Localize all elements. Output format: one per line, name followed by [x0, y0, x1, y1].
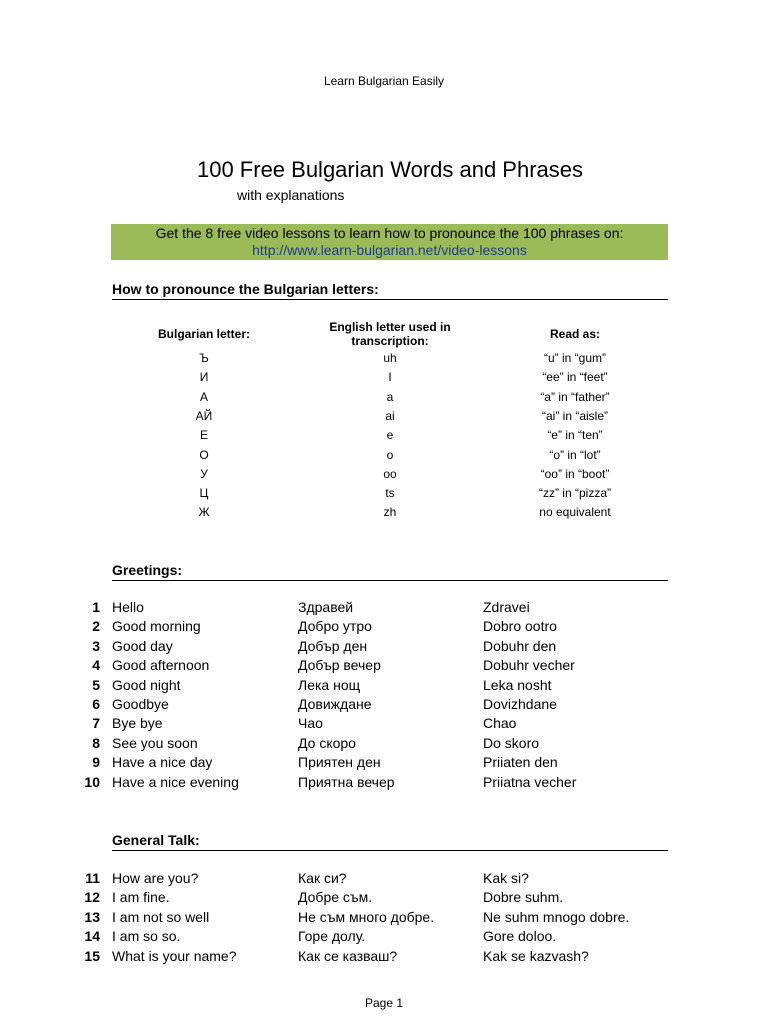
video-lessons-link[interactable]: http://www.learn-bulgarian.net/video-lessons	[252, 242, 527, 258]
transcription: Dobuhr vecher	[483, 657, 575, 674]
table-row	[0, 774, 768, 793]
bulgarian-phrase: Добър ден	[298, 637, 368, 654]
bulgarian-phrase: Приятен ден	[298, 754, 381, 771]
column-header-read-as: Read as:	[549, 327, 601, 341]
english-letter: ts	[385, 486, 395, 501]
english-phrase: Good day	[112, 637, 173, 654]
read-as: “ai” in “aisle”	[541, 408, 608, 423]
phrase-number: 4	[92, 657, 100, 674]
bulgarian-phrase: Здравей	[298, 599, 354, 615]
read-as: “oo” in “boot”	[540, 466, 610, 481]
table-row	[0, 599, 768, 618]
bulgarian-phrase: Добър вечер	[298, 657, 381, 674]
table-row	[0, 948, 768, 967]
transcription: Dobuhr den	[483, 637, 557, 654]
phrase-number: 7	[92, 715, 100, 732]
column-header-bulgarian-letter: Bulgarian letter:	[157, 327, 250, 341]
phrase-number: 9	[92, 754, 100, 771]
english-letter: ai	[385, 408, 395, 423]
transcription: Kak si?	[483, 870, 529, 886]
read-as: “o” in “lot”	[549, 447, 601, 462]
transcription: Dobre suhm.	[483, 889, 564, 906]
table-row	[0, 696, 768, 715]
english-phrase: What is your name?	[112, 947, 237, 964]
read-as: “ee” in “feet”	[542, 370, 608, 385]
bulgarian-letter: Ц	[199, 486, 209, 501]
phrase-number: 12	[84, 889, 100, 906]
bulgarian-letter: А	[199, 389, 208, 404]
table-row	[0, 448, 768, 467]
table-row	[0, 657, 768, 676]
english-phrase: Bye bye	[112, 715, 163, 732]
page-title: 100 Free Bulgarian Words and Phrases	[196, 157, 584, 182]
table-row	[0, 351, 768, 370]
bulgarian-phrase: Добро утро	[298, 618, 372, 635]
bulgarian-phrase: До скоро	[298, 734, 356, 751]
bulgarian-letter: Е	[199, 428, 208, 443]
english-letter: e	[386, 428, 394, 443]
phrase-number: 8	[92, 734, 100, 751]
table-row	[0, 390, 768, 409]
read-as: no equivalent	[539, 505, 611, 520]
phrase-number: 13	[84, 908, 100, 925]
table-row	[0, 370, 768, 389]
english-phrase: I am not so well	[112, 908, 210, 925]
column-header-english-letter: English letter used in transcription:	[329, 320, 451, 348]
greetings-heading: Greetings:	[112, 562, 668, 581]
phrase-number: 11	[85, 870, 100, 886]
english-phrase: Good night	[112, 676, 181, 693]
english-phrase: See you soon	[112, 734, 198, 751]
table-row	[0, 486, 768, 505]
transcription: Do skoro	[483, 734, 540, 751]
bulgarian-phrase: Как се казваш?	[298, 947, 398, 964]
table-row	[0, 928, 768, 947]
bulgarian-phrase: Не съм много добре.	[298, 908, 435, 925]
read-as: “e” in “ten”	[547, 428, 603, 443]
transcription: Ne suhm mnogo dobre.	[483, 908, 630, 925]
read-as: “u” in “gum”	[543, 351, 606, 365]
bulgarian-letter: О	[199, 447, 209, 462]
bulgarian-phrase: Горе долу.	[298, 928, 366, 945]
english-phrase: Have a nice day	[112, 754, 213, 771]
table-row	[0, 870, 768, 889]
english-phrase: Good morning	[112, 618, 201, 635]
table-row	[0, 409, 768, 428]
table-row	[0, 909, 768, 928]
phrase-number: 6	[92, 696, 100, 712]
bulgarian-phrase: Чао	[298, 715, 323, 732]
transcription: Zdravei	[483, 599, 530, 615]
bulgarian-phrase: Приятна вечер	[298, 773, 395, 790]
transcription: Dobro ootro	[483, 618, 557, 635]
table-row	[0, 677, 768, 696]
table-row	[0, 715, 768, 734]
page-subtitle: with explanations	[237, 187, 345, 203]
bulgarian-letter: Ж	[198, 505, 210, 520]
english-phrase: Have a nice evening	[112, 773, 239, 790]
table-row	[0, 638, 768, 657]
phrase-number: 3	[92, 637, 100, 654]
table-row	[0, 735, 768, 754]
banner-text: Get the 8 free video lessons to learn how to pronounce the 100 phrases on:	[155, 225, 624, 241]
bulgarian-phrase: Добре съм.	[298, 889, 373, 906]
bulgarian-letter: Ъ	[199, 351, 209, 365]
transcription: Gore doloo.	[483, 928, 557, 945]
table-row	[0, 505, 768, 524]
read-as: “zz” in “pizza”	[538, 486, 611, 501]
phrase-number: 10	[84, 773, 100, 790]
english-letter: I	[388, 370, 392, 385]
english-phrase: I am fine.	[112, 889, 170, 906]
header-note: Learn Bulgarian Easily	[323, 74, 445, 88]
bulgarian-letter: И	[199, 370, 209, 385]
english-letter: zh	[383, 505, 397, 520]
english-phrase: Goodbye	[112, 696, 169, 712]
english-letter: oo	[383, 466, 397, 481]
transcription: Kak se kazvash?	[483, 947, 589, 964]
table-row	[0, 467, 768, 486]
bulgarian-phrase: Лека нощ	[298, 676, 361, 693]
english-phrase: Good afternoon	[112, 657, 210, 674]
phrase-number: 14	[84, 928, 100, 945]
transcription: Priiatna vecher	[483, 773, 577, 790]
table-row	[0, 618, 768, 637]
table-row	[0, 889, 768, 908]
bulgarian-letter: АЙ	[195, 408, 213, 423]
bulgarian-phrase: Довиждане	[298, 696, 372, 712]
general-talk-heading: General Talk:	[112, 832, 668, 851]
english-phrase: How are you?	[112, 870, 199, 886]
read-as: “a” in “father”	[540, 389, 610, 404]
transcription: Chao	[483, 715, 517, 732]
table-row	[0, 428, 768, 447]
transcription: Leka nosht	[483, 676, 552, 693]
phrase-number: 15	[84, 947, 100, 964]
bulgarian-letter: У	[200, 466, 208, 481]
page-number: Page 1	[364, 996, 404, 1010]
english-letter: a	[386, 389, 394, 404]
pronunciation-heading: How to pronounce the Bulgarian letters:	[112, 281, 668, 300]
video-lessons-banner	[111, 224, 668, 260]
phrase-number: 2	[92, 618, 100, 635]
english-letter: o	[386, 447, 394, 462]
english-phrase: Hello	[112, 599, 144, 615]
english-phrase: I am so so.	[112, 928, 181, 945]
transcription: Dovizhdane	[483, 696, 557, 712]
phrase-number: 5	[92, 676, 100, 693]
phrase-number: 1	[92, 599, 100, 615]
english-letter: uh	[383, 351, 397, 365]
bulgarian-phrase: Как си?	[298, 870, 347, 886]
transcription: Priiaten den	[483, 754, 558, 771]
table-row	[0, 754, 768, 773]
